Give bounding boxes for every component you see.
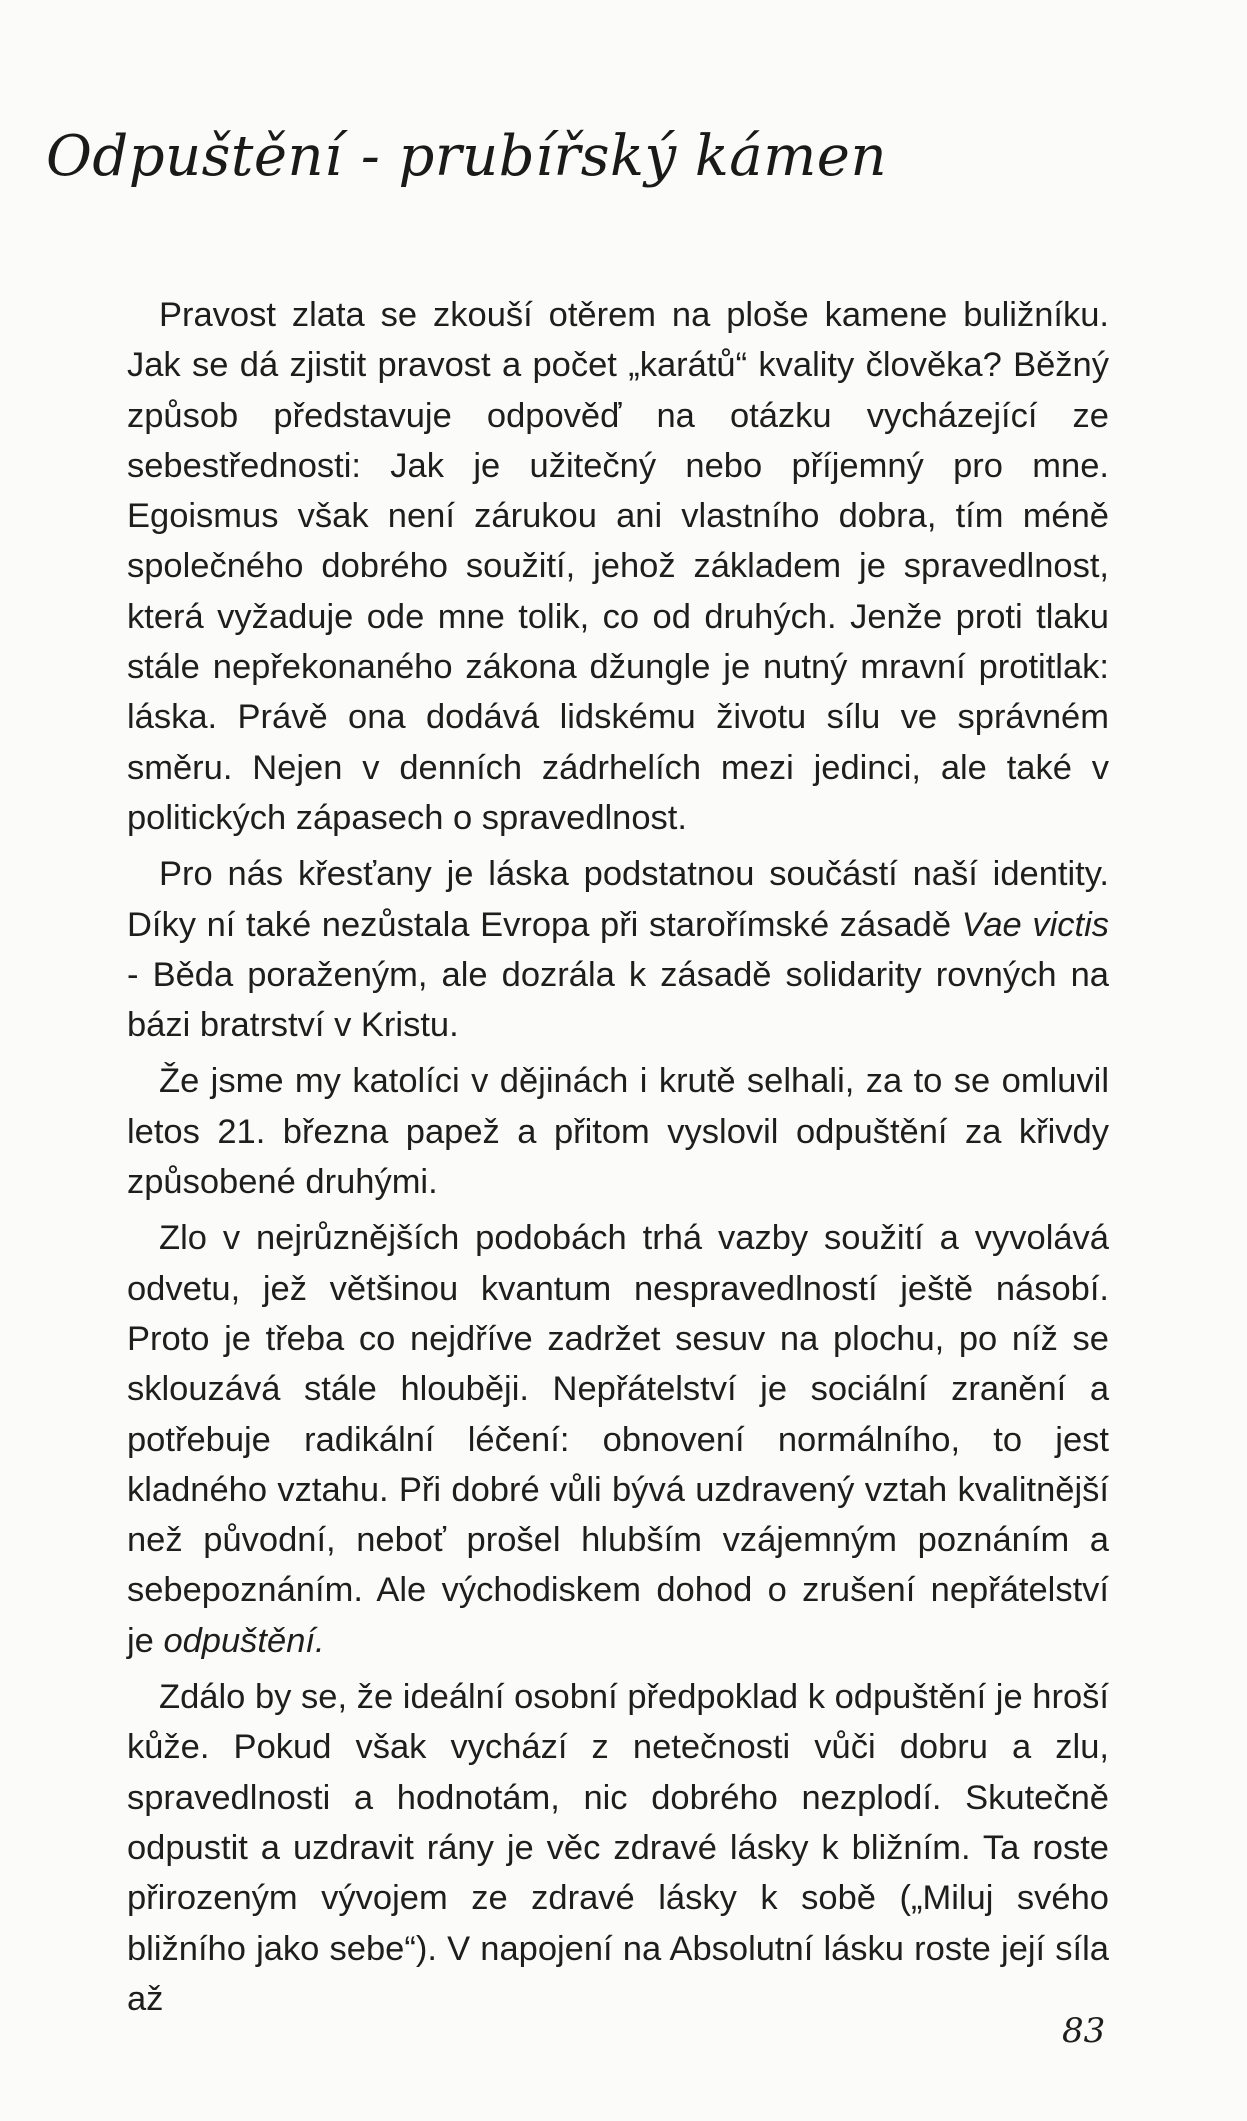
body-text — [127, 290, 1109, 2030]
paragraph-2 — [127, 849, 1109, 1050]
chapter-title: Odpuštění - prubířský kámen — [46, 124, 888, 189]
paragraph-4 — [127, 1213, 1109, 1666]
paragraph-5: Zdálo by se, že ideální osobní předpoklad k odpuštění je hroší kůže. Pokud však vychází z netečnosti vůči dobru a zlu, spravedlnosti a hodnotám, nic dobrého nezplodí. Skutečně odpustit a uzdravit rány je věc zdravé lásky k bližním. Ta roste přirozeným vývojem ze zdravé lásky k sobě („Miluj svého bližního jako sebe“). V napojení na Absolutní lásku roste její síla až — [127, 1678, 1109, 2018]
paragraph-2-text-a: Pro nás křesťany je láska podstatnou součástí naší identity. Díky ní také nezůstala Evropa při starořímské zásadě — [127, 855, 1109, 944]
paragraph-1: Pravost zlata se zkouší otěrem na ploše kamene buližníku. Jak se dá zjistit pravost a počet „karátů“ kvality člověka? Běžný způsob představuje odpověď na otázku vycházející ze sebestřednosti: Jak je užitečný nebo příjemný pro mne. Egoismus však není zárukou ani vlastního dobra, tím méně společného dobrého soužití, jehož základem je spravedlnost, která vyžaduje ode mne tolik, co od druhých. Jenže proti tlaku stále nepřekonaného zákona džungle je nutný mravní protitlak: láska. Právě ona dodává lidskému životu sílu ve správném směru. Nejen v denních zádrhelích mezi jedinci, ale také v politických zápasech o spravedlnost. — [127, 296, 1109, 837]
paragraph-4-text: Zlo v nejrůznějších podobách trhá vazby soužití a vyvolává odvetu, jež většinou kvantum nespravedlností ještě násobí. Proto je třeba co nejdříve zadržet sesuv na plochu, po níž se sklouzává stále hlouběji. Nepřátelství je sociální zranění a potřebuje radikální léčení: obnovení normálního, to jest kladného vztahu. Při dobré vůli bývá uzdravený vztah kvalitnější než původní, neboť prošel hlubším vzájemným poznáním a sebepoznáním. Ale východiskem dohod o zrušení nepřátelství je — [127, 1219, 1109, 1660]
paragraph-2-italic: Vae victis — [961, 905, 1110, 944]
page-number: 83 — [1062, 2011, 1106, 2051]
paragraph-4-italic: odpuštění. — [163, 1621, 325, 1660]
paragraph-3: Že jsme my katolíci v dějinách i krutě selhali, za to se omluvil letos 21. března papež a přitom vyslovil odpuštění za křivdy způsobené druhými. — [127, 1062, 1109, 1202]
paragraph-2-text-b: - Běda poraženým, ale dozrála k zásadě solidarity rovných na bázi bratrství v Kristu. — [127, 955, 1109, 1045]
